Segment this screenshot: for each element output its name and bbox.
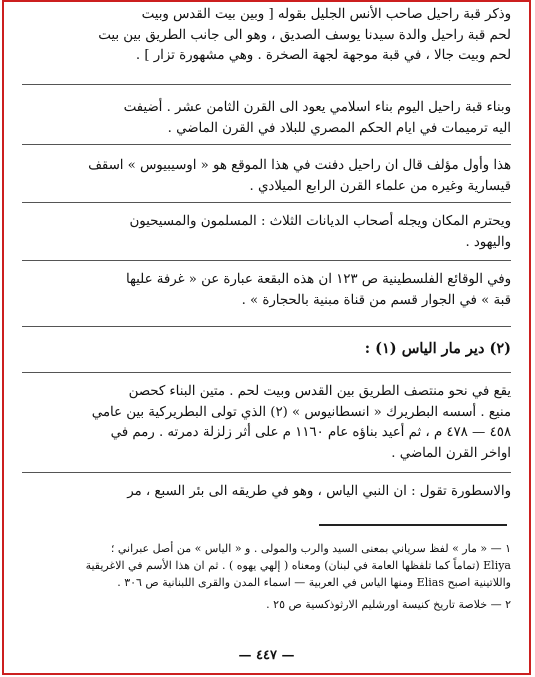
section-heading: (٢) دير مار الياس (١) : xyxy=(364,340,511,357)
document-page xyxy=(22,2,511,673)
paragraph-5: وفي الوقائع الفلسطينية ص ١٢٣ ان هذه البقعة عبارة عن « غرفة عليها قبة » في الجوار قسم من قناة مبنية بالحجارة » . xyxy=(125,272,511,308)
separator xyxy=(22,260,511,261)
page-number: — ٤٤٧ — xyxy=(238,648,295,663)
separator xyxy=(22,326,511,327)
paragraph-3: هذا وأول مؤلف قال ان راحيل دفنت في هذا الموقع هو « اوسيبيوس » اسقف قيسارية وغيره من علماء القرن الرابع الميلادي . xyxy=(88,158,511,194)
separator xyxy=(22,84,511,85)
section-paragraph-2: والاسطورة تقول : ان النبي الياس ، وهو في طريقه الى بئر السبع ، مر xyxy=(127,484,511,499)
footnote-1: ١ — « مار » لفظ سرياني بمعنى السيد والرب والمولى . و « الياس » من أصل عبراني ؛ Eliya (تماماً كما تلفظها العامة في لبنان) ومعناه ( إلهي يهوه ) . ثم ان هذا الأسم في الاغريقية واللاتينية اصبح Elias ومنها الياس في العربية — اسماء المدن والقرى اللبنانية ص ٣٠٦ . xyxy=(85,542,511,589)
paragraph-1: وذكر قبة راحيل صاحب الأنس الجليل بقوله [ وبين بيت القدس وبيت لحم قبة راحيل والدة سيدنا يوسف الصديق ، وهو الى جانب الطريق بين بيت لحم وبيت جالا ، في قبة موجهة لجهة الصخرة . وهي مشهورة تزار ] . xyxy=(98,7,511,63)
footnote-rule xyxy=(319,524,507,526)
separator xyxy=(22,202,511,203)
separator xyxy=(22,144,511,145)
separator xyxy=(22,472,511,473)
separator xyxy=(22,372,511,373)
footnote-2: ٢ — خلاصة تاريخ كنيسة اورشليم الارثوذكسية ص ٢٥ . xyxy=(266,598,511,611)
section-paragraph-1: يقع في نحو منتصف الطريق بين القدس وبيت لحم . متين البناء كحصن منيع . أسسه البطريرك « انسطانيوس » (٢) الذي تولى البطريركية بين عامي ٤٥٨ — ٤٧٨ م ، ثم أعيد بناؤه عام ١١٦٠ م على أثر زلزلة دمرته . رمم في اواخر القرن الماضي . xyxy=(91,384,511,461)
paragraph-2: وبناء قبة راحيل اليوم بناء اسلامي يعود الى القرن الثامن عشر . أضيفت اليه ترميمات في ايام الحكم المصري للبلاد في القرن الماضي . xyxy=(123,100,511,136)
page-frame xyxy=(2,0,531,675)
paragraph-4: ويحترم المكان ويجله أصحاب الديانات الثلاث : المسلمون والمسيحيون واليهود . xyxy=(129,214,511,250)
